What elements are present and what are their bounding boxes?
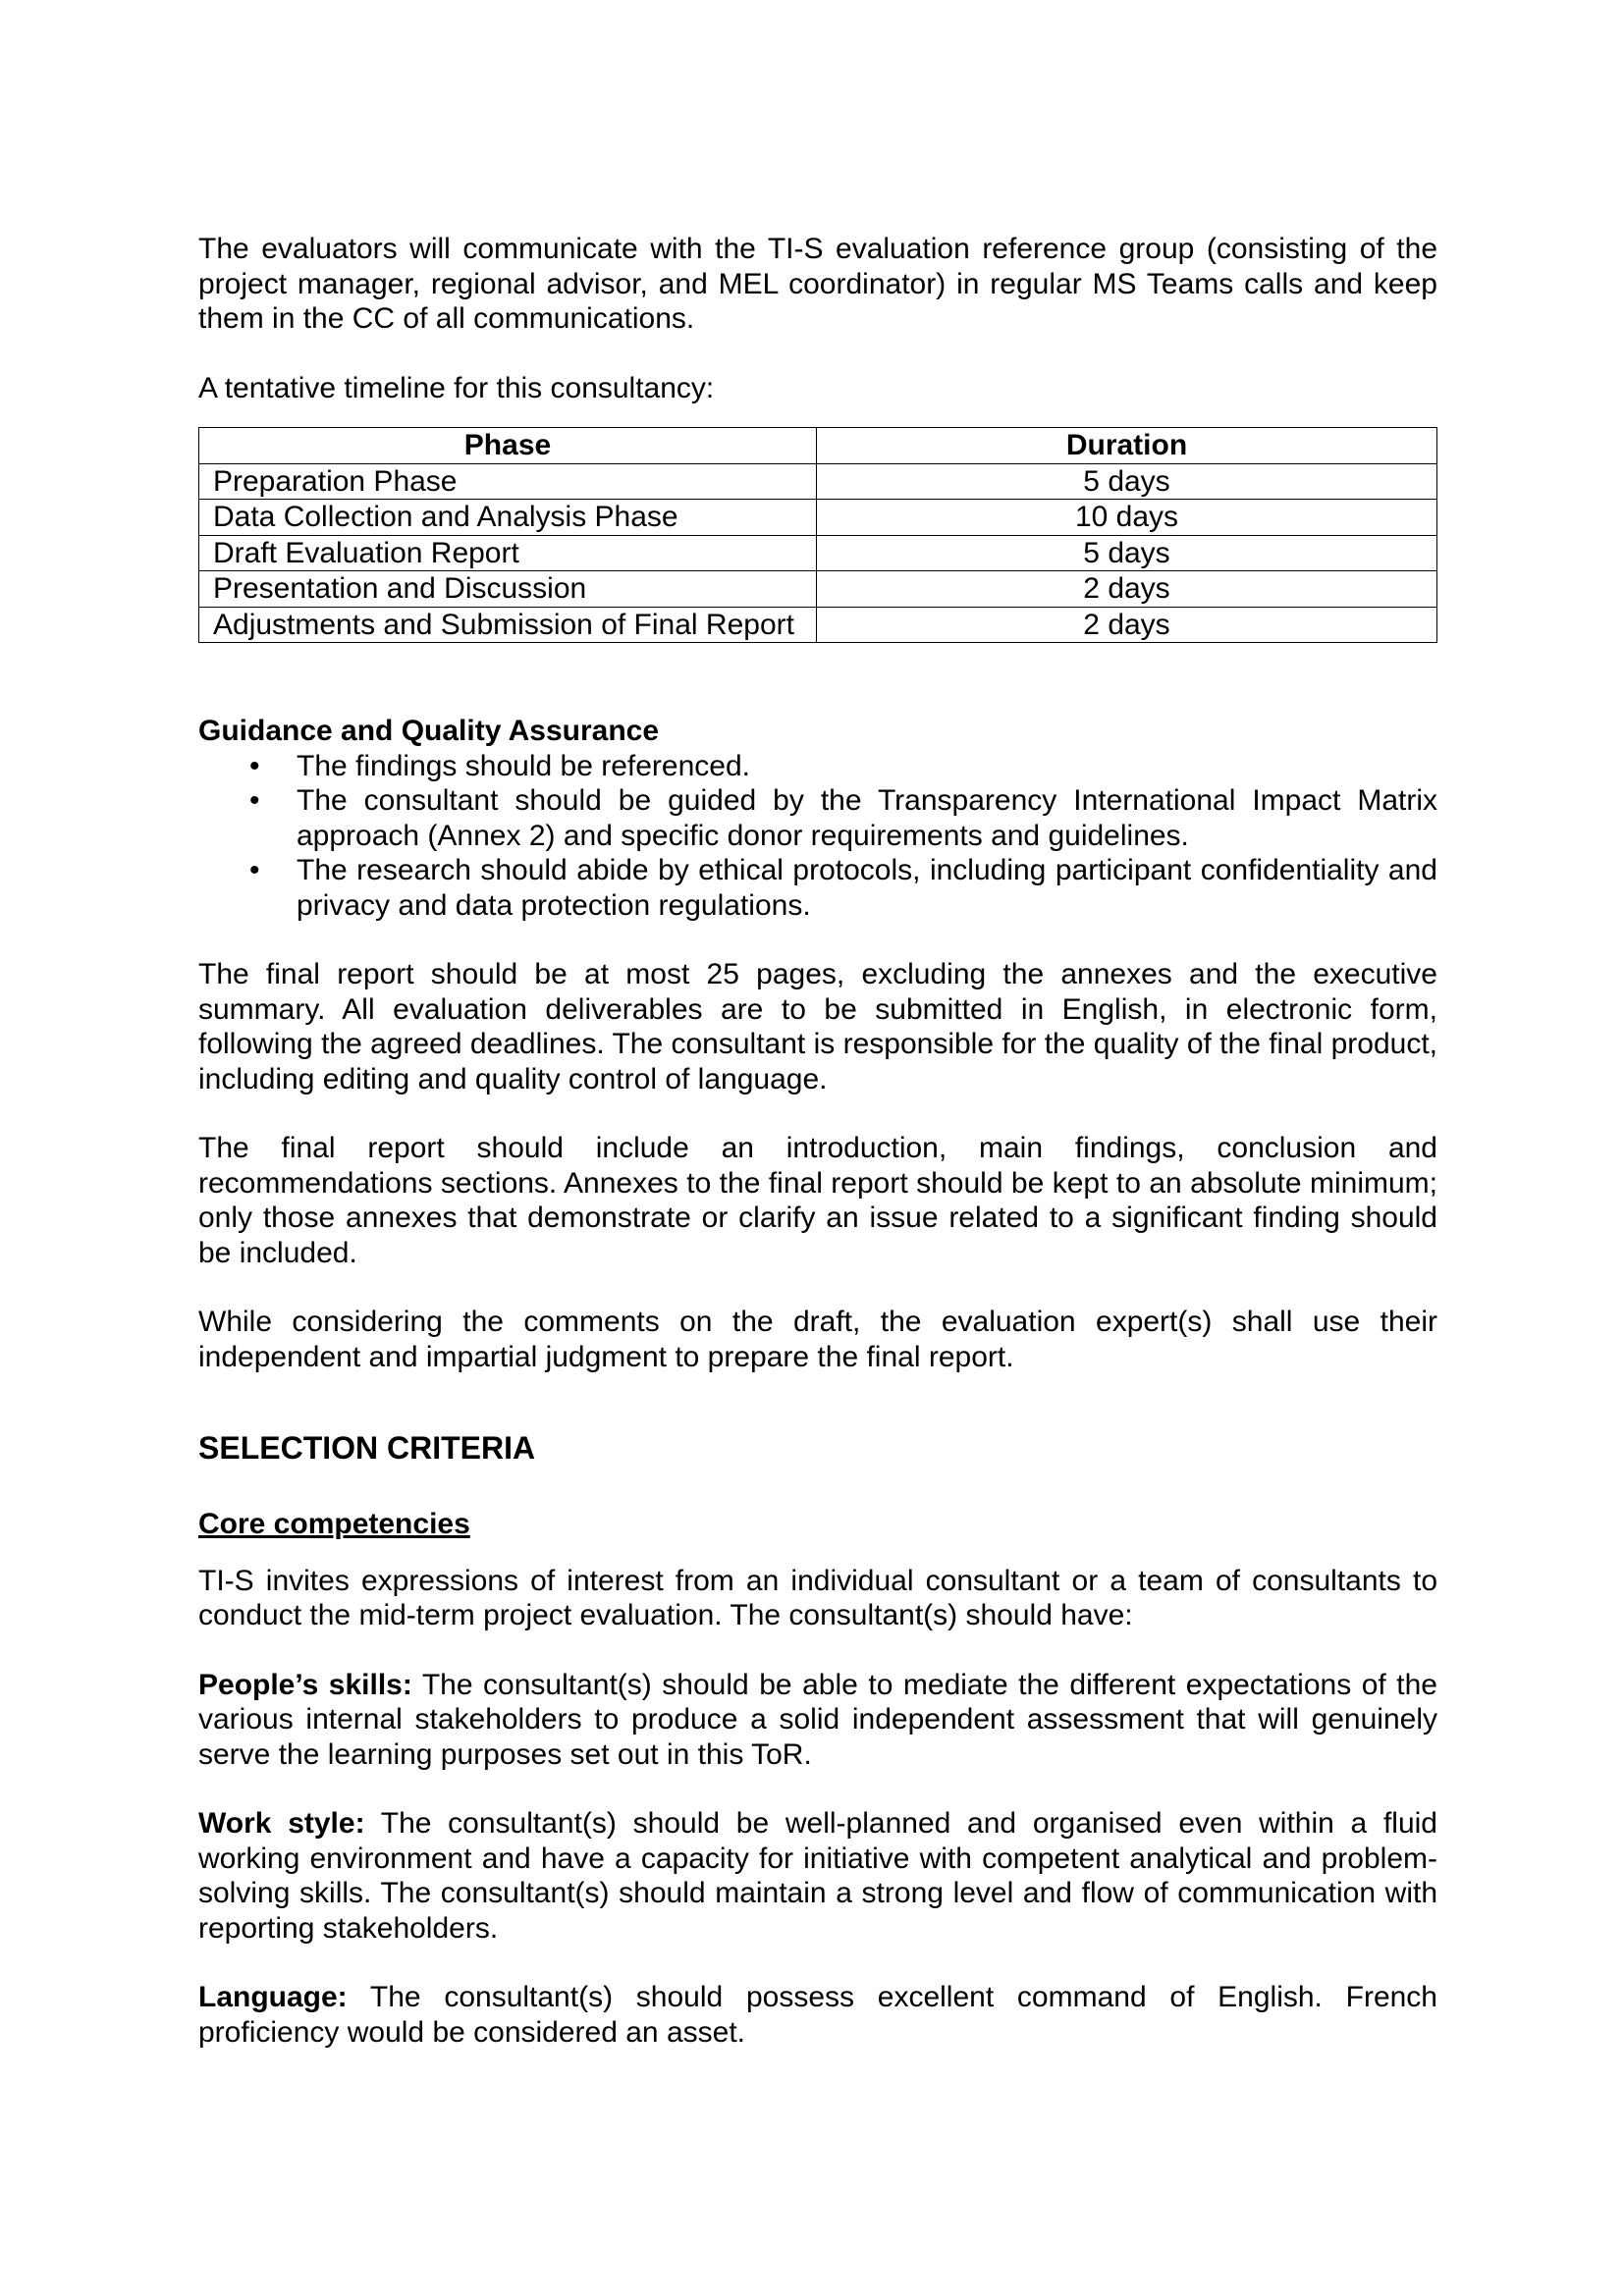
- work-style-paragraph: [198, 1806, 1437, 1946]
- table-row: [199, 463, 1437, 500]
- guidance-list: [198, 749, 1437, 924]
- phase-cell: Draft Evaluation Report: [199, 535, 817, 571]
- table-row: [199, 535, 1437, 571]
- communication-paragraph: The evaluators will communicate with the TI-S evaluation reference group (consisting of the project manager, regional advisor, and MEL coordinator) in regular MS Teams calls and keep them in the CC of all communications.: [198, 233, 1437, 335]
- list-item-text: The consultant should be guided by the Transparency International Impact Matrix approach (Annex 2) and specific donor requirements and guidelines.: [297, 784, 1437, 852]
- phase-cell: Preparation Phase: [199, 463, 817, 500]
- peoples-skills-text: The consultant(s) should be able to mediate the different expectations of the various internal stakeholders to produce a solid independent assessment that will genuinely serve the learning purposes set out in this ToR.: [198, 1668, 1437, 1771]
- phase-cell: Presentation and Discussion: [199, 571, 817, 608]
- table-row: [199, 500, 1437, 536]
- list-item: [198, 749, 1437, 784]
- duration-cell: 2 days: [817, 571, 1437, 608]
- list-item: [198, 853, 1437, 923]
- guidance-heading: Guidance and Quality Assurance: [198, 715, 660, 747]
- bullet-icon: •: [249, 784, 260, 817]
- peoples-skills-label: People’s skills:: [198, 1668, 412, 1701]
- report-length-paragraph: The final report should be at most 25 pages, excluding the annexes and the executive summary. All evaluation deliverables are to be submitted in English, in electronic form, following the agreed deadlines. The consultant is responsible for the quality of the final product, including editing and quality control of language.: [198, 958, 1437, 1095]
- language-label: Language:: [198, 1981, 348, 2013]
- phase-cell: Data Collection and Analysis Phase: [199, 500, 817, 536]
- report-structure-paragraph: The final report should include an introduction, main findings, conclusion and recommendations sections. Annexes to the final report should be kept to an absolute minimum; only those annexes that demonstrate or clarify an issue related to a significant finding should be included.: [198, 1132, 1437, 1269]
- duration-cell: 2 days: [817, 607, 1437, 643]
- document-page: [198, 232, 1437, 2050]
- timeline-intro: A tentative timeline for this consultancy:: [198, 371, 715, 404]
- bullet-icon: •: [249, 854, 260, 886]
- phase-header: Phase: [199, 428, 817, 464]
- peoples-skills-paragraph: [198, 1668, 1437, 1773]
- duration-header: Duration: [817, 428, 1437, 464]
- table-row: [199, 571, 1437, 608]
- core-intro-paragraph: TI-S invites expressions of interest from an individual consultant or a team of consultants to conduct the mid-term project evaluation. The consultant(s) should have:: [198, 1564, 1437, 1631]
- duration-cell: 5 days: [817, 535, 1437, 571]
- section-title: SELECTION CRITERIA: [198, 1430, 536, 1466]
- judgment-paragraph: While considering the comments on the draft, the evaluation expert(s) shall use their independent and impartial judgment to prepare the final report.: [198, 1306, 1437, 1373]
- work-style-text: The consultant(s) should be well-planned and organised even within a fluid working environment and have a capacity for initiative with competent analytical and problem-solving skills. The consultant(s) should maintain a strong level and flow of communication with reporting stakeholders.: [198, 1807, 1437, 1945]
- work-style-label: Work style:: [198, 1807, 365, 1840]
- core-competencies-heading: Core competencies: [198, 1508, 470, 1540]
- table-row: [199, 607, 1437, 643]
- list-item-text: The research should abide by ethical protocols, including participant confidentiality and privacy and data protection regulations.: [297, 854, 1437, 922]
- bullet-icon: •: [249, 749, 260, 782]
- duration-cell: 10 days: [817, 500, 1437, 536]
- list-item: [198, 783, 1437, 853]
- duration-cell: 5 days: [817, 463, 1437, 500]
- language-text: The consultant(s) should possess excellent command of English. French proficiency would be considered an asset.: [198, 1981, 1437, 2049]
- language-paragraph: [198, 1980, 1437, 2050]
- list-item-text: The findings should be referenced.: [297, 749, 750, 782]
- table-header-row: [199, 428, 1437, 464]
- phase-cell: Adjustments and Submission of Final Report: [199, 607, 817, 643]
- timeline-table: [198, 427, 1437, 643]
